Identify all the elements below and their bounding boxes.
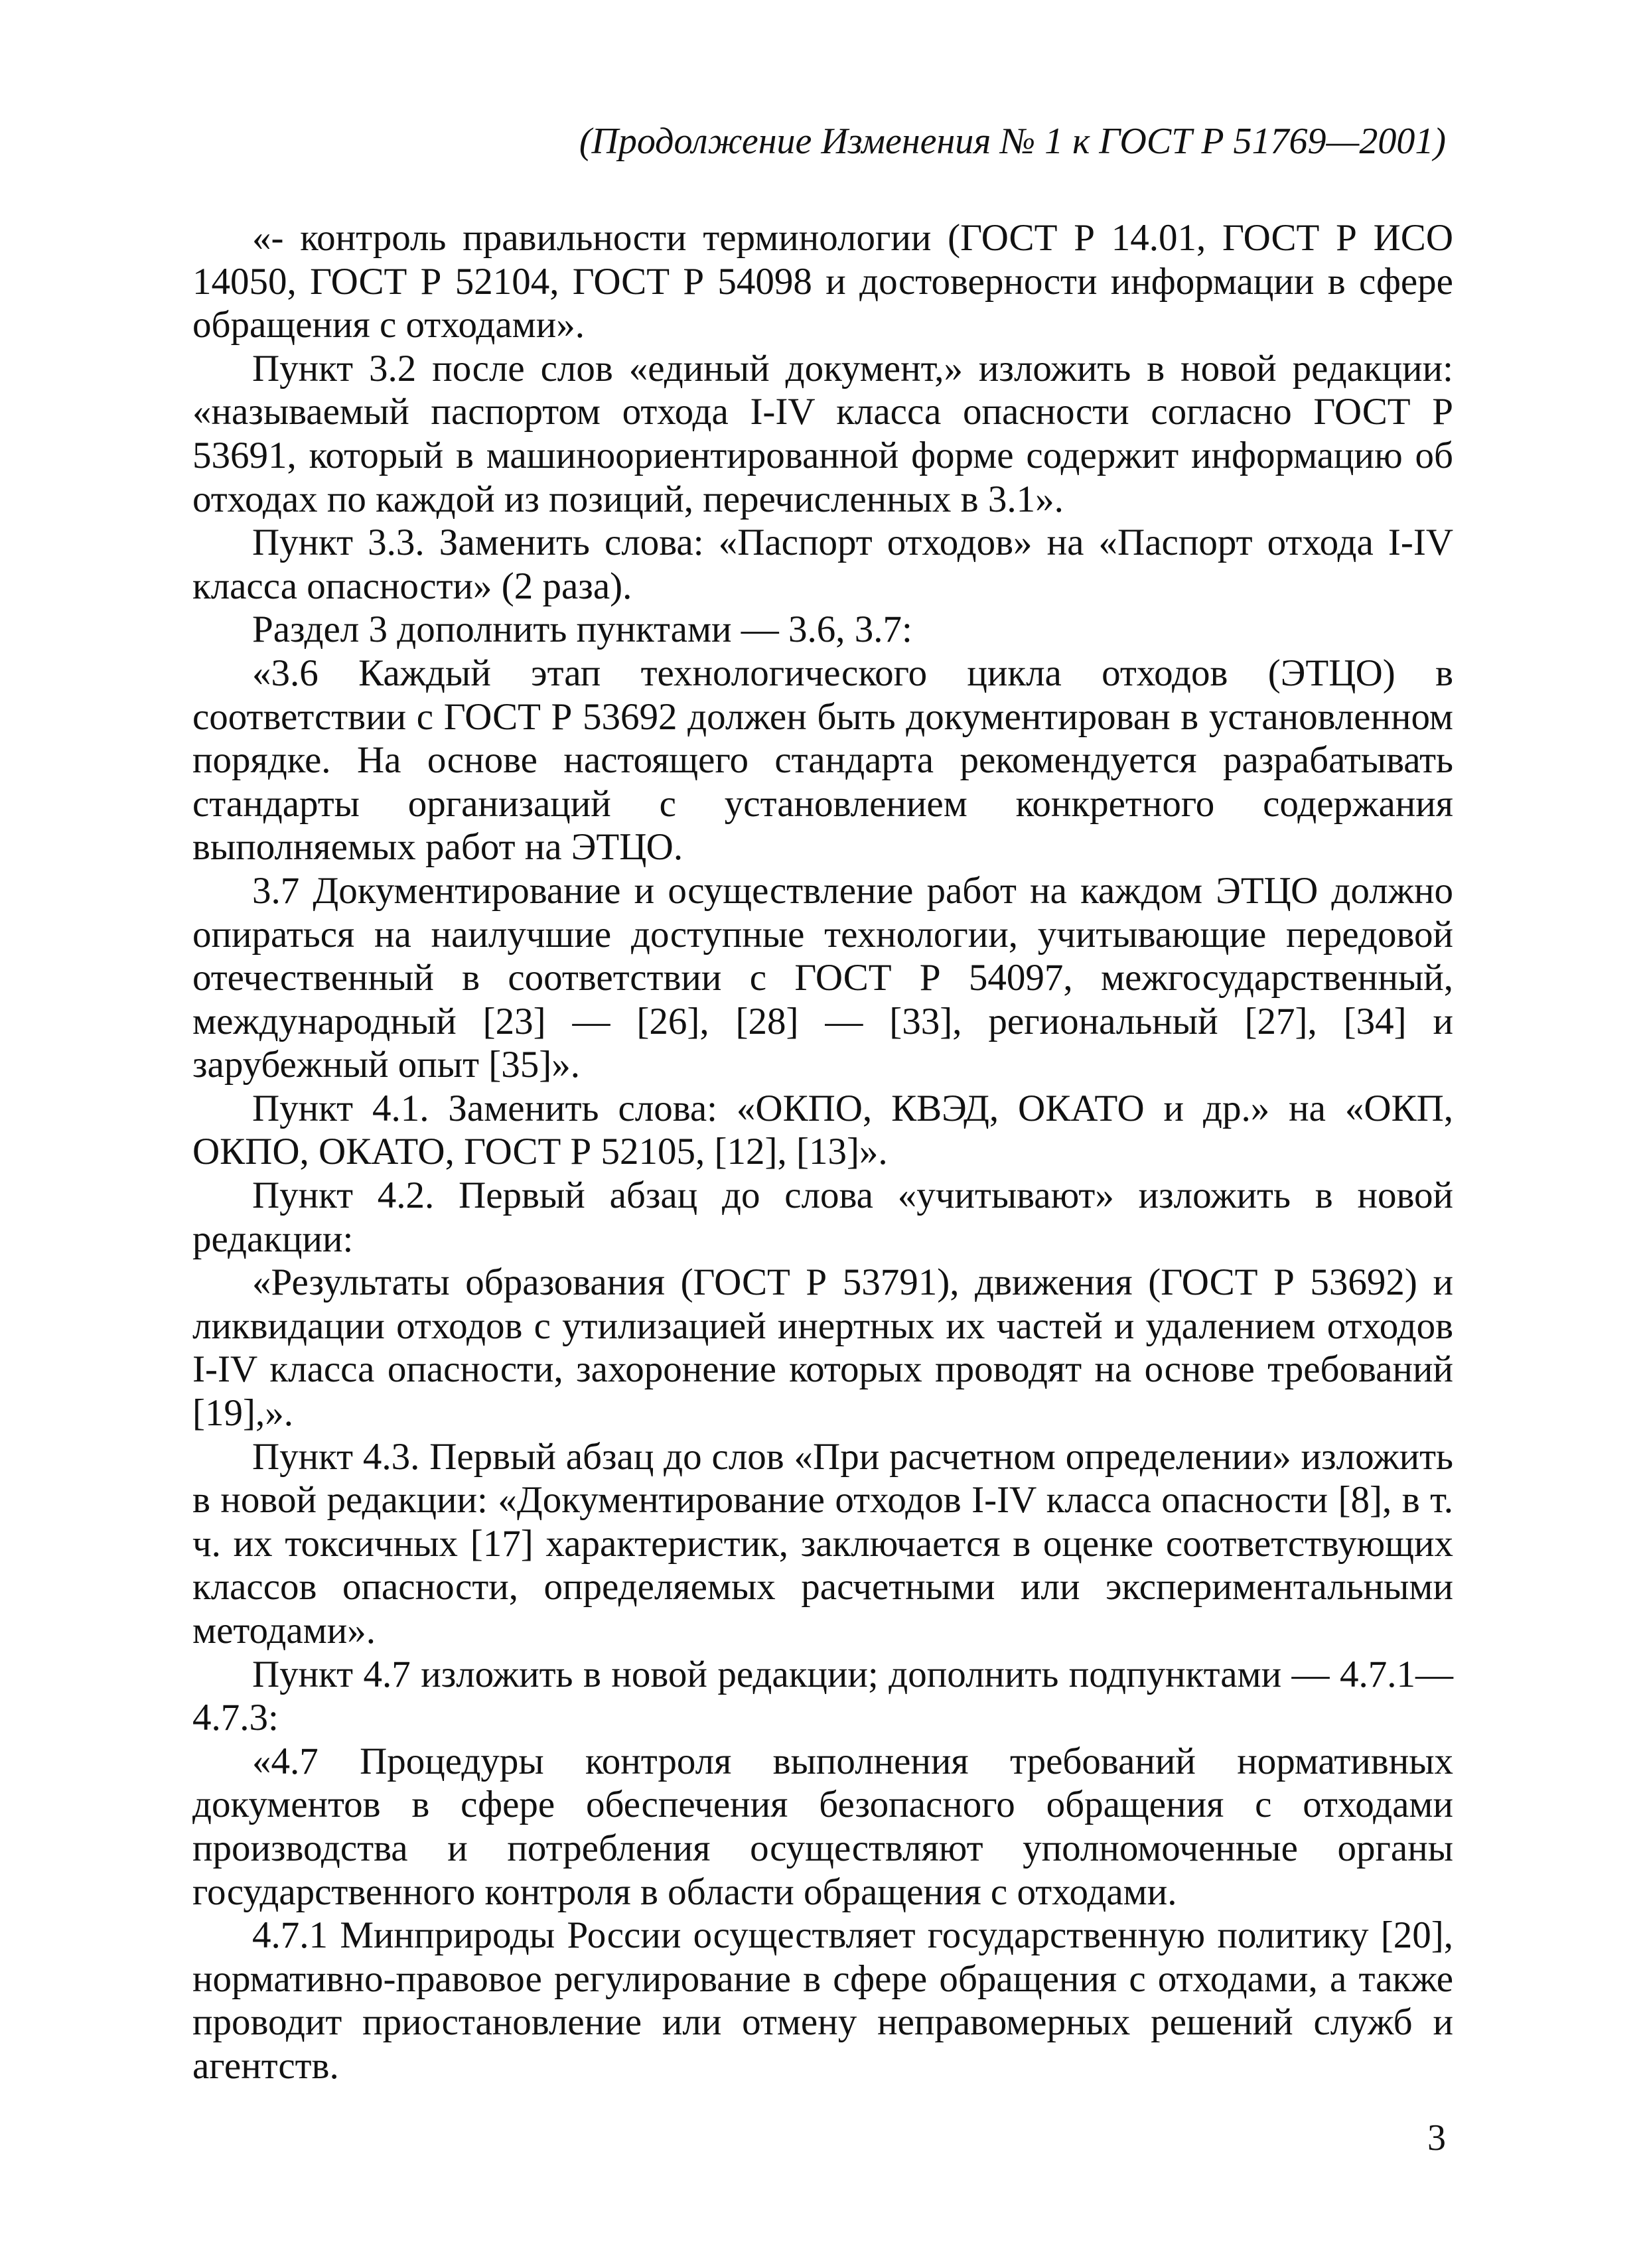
paragraph-item-4-7: Пункт 4.7 изложить в новой редакции; дополнить подпунктами — 4.7.1— 4.7.3: — [192, 1653, 1453, 1739]
continuation-header: (Продолжение Изменения № 1 к ГОСТ Р 51769—2001) — [579, 121, 1446, 162]
paragraph-terminology-control: «- контроль правильности терминологии (ГОСТ Р 14.01, ГОСТ Р ИСО 14050, ГОСТ Р 52104, ГОСТ Р 54098 и достоверности информации в сфере обращения с отходами». — [192, 217, 1453, 346]
paragraph-section-3-additions: Раздел 3 дополнить пунктами — 3.6, 3.7: — [252, 608, 912, 651]
paragraph-results-quote: «Результаты образования (ГОСТ Р 53791), движения (ГОСТ Р 53692) и ликвидации отходов с утилизацией инертных их частей и удалением отходов I-IV класса опасности, захоронение которых проводят на основе требований [19],». — [192, 1261, 1453, 1435]
body-text — [192, 216, 1453, 2088]
paragraph-item-4-2: Пункт 4.2. Первый абзац до слова «учитывают» изложить в новой редакции: — [192, 1174, 1453, 1260]
paragraph-item-4-1: Пункт 4.1. Заменить слова: «ОКПО, КВЭД, ОКАТО и др.» на «ОКП, ОКПО, ОКАТО, ГОСТ Р 52105, [12], [13]». — [192, 1087, 1453, 1173]
paragraph-4-7-procedures: «4.7 Процедуры контроля выполнения требований нормативных документов в сфере обеспечения безопасного обращения с отходами производства и потребления осуществляют уполномоченные органы государственного контроля в области обращения с отходами. — [192, 1740, 1453, 1913]
paragraph-4-7-1: 4.7.1 Минприроды России осуществляет государственную политику [20], нормативно-правовое регулирование в сфере обращения с отходами, а также проводит приостановление или отмену неправомерных решений служб и агентств. — [192, 1914, 1453, 2087]
paragraph-item-3-3: Пункт 3.3. Заменить слова: «Паспорт отходов» на «Паспорт отхода I-IV класса опасности» (2 раза). — [192, 522, 1453, 607]
paragraph-3-7: 3.7 Документирование и осуществление работ на каждом ЭТЦО должно опираться на наилучшие доступные технологии, учитывающие передовой отечественный в соответствии с ГОСТ Р 54097, межгосударственный, международный [23] — [26], [28] — [33], региональный [27], [34] и зарубежный опыт [35]». — [192, 869, 1453, 1086]
paragraph-3-6: «3.6 Каждый этап технологического цикла отходов (ЭТЦО) в соответствии с ГОСТ Р 53692 должен быть документирован в установленном порядке. На основе настоящего стандарта рекомендуется разрабатывать стандарты организаций с установлением конкретного содержания выполняемых работ на ЭТЦО. — [192, 652, 1453, 869]
paragraph-item-3-2: Пункт 3.2 после слов «единый документ,» изложить в новой редакции: «называемый паспортом отхода I-IV класса опасности согласно ГОСТ Р 53691, который в машиноориентированной форме содержит информацию об отходах по каждой из позиций, перечисленных в 3.1». — [192, 347, 1453, 520]
page-number: 3 — [1427, 2117, 1446, 2159]
paragraph-item-4-3: Пункт 4.3. Первый абзац до слов «При расчетном определении» изложить в новой редакции: «Документирование отходов I-IV класса опасности [8], в т. ч. их токсичных [17] характеристик, заключается в оценке соответствующих классов опасности, определяемых расчетными или экспериментальными методами». — [192, 1435, 1453, 1652]
